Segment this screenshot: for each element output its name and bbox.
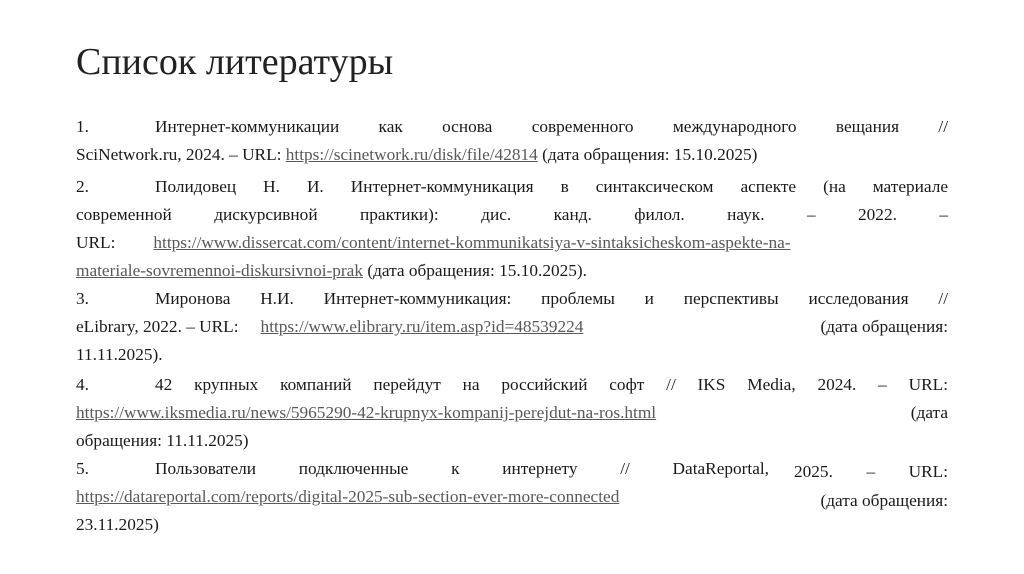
reference-1-line-1 xyxy=(76,114,948,140)
reference-4-line-2 xyxy=(76,400,948,426)
reference-2-line-4 xyxy=(76,258,948,284)
reference-5-line-1 xyxy=(76,456,948,482)
reference-text: eLibrary, 2022. – URL: xyxy=(76,317,239,336)
reference-2-line-1 xyxy=(76,174,948,200)
reference-number: 5. xyxy=(76,459,89,478)
reference-4-line-3 xyxy=(76,428,948,454)
reference-text: Миронова Н.И. Интернет-коммуникация: проблемы и перспективы исследования // xyxy=(155,289,948,308)
reference-access-date: 11.11.2025). xyxy=(76,345,163,364)
reference-1-line-2 xyxy=(76,142,948,168)
reference-3-line-3 xyxy=(76,342,948,368)
reference-text: Пользователи подключенные к интернету // DataReportal, xyxy=(155,459,769,478)
reference-text: Интернет-коммуникации как основа современного международного вещания // xyxy=(155,117,948,136)
reference-text: SciNetwork.ru, 2024. – URL: xyxy=(76,145,282,164)
reference-2-line-3 xyxy=(76,230,948,256)
reference-2-link[interactable]: https://www.dissercat.com/content/internet-kommunikatsiya-v-sintaksicheskom-aspekte-na- xyxy=(153,233,791,252)
reference-5-link[interactable]: https://datareportal.com/reports/digital-2025-sub-section-ever-more-connected xyxy=(76,487,620,506)
reference-3-line-2 xyxy=(76,314,948,340)
reference-access-date: (дата обращения: xyxy=(820,317,948,336)
reference-text: URL: xyxy=(76,233,116,252)
reference-access-date: (дата обращения: 15.10.2025). xyxy=(367,261,587,280)
reference-access-date: (дата обращения: xyxy=(820,491,948,510)
reference-text: 42 крупных компаний перейдут на российский софт // IKS Media, 2024. – URL: xyxy=(155,375,948,394)
reference-number: 3. xyxy=(76,289,89,308)
reference-number: 2. xyxy=(76,177,89,196)
reference-4-line-1 xyxy=(76,372,948,398)
reference-access-date: 23.11.2025) xyxy=(76,515,159,534)
reference-text: современной дискурсивной практики): дис. канд. филол. наук. – 2022. – xyxy=(76,205,948,224)
page-title: Список литературы xyxy=(76,41,394,83)
reference-access-date: (дата обращения: 15.10.2025) xyxy=(542,145,758,164)
reference-text: 2025. – URL: xyxy=(794,462,948,481)
reference-access-date: (дата xyxy=(910,403,948,422)
reference-5-line-2 xyxy=(76,484,948,510)
reference-3-link[interactable]: https://www.elibrary.ru/item.asp?id=48539224 xyxy=(260,317,584,336)
reference-number: 4. xyxy=(76,375,89,394)
reference-2-line-2 xyxy=(76,202,948,228)
reference-1-link[interactable]: https://scinetwork.ru/disk/file/42814 xyxy=(285,145,538,164)
reference-3-line-1 xyxy=(76,286,948,312)
reference-4-link[interactable]: https://www.iksmedia.ru/news/5965290-42-krupnyx-kompanij-perejdut-na-ros.html xyxy=(76,403,657,422)
reference-5-line-3 xyxy=(76,512,948,538)
reference-number: 1. xyxy=(76,117,89,136)
reference-text: Полидовец Н. И. Интернет-коммуникация в синтаксическом аспекте (на материале xyxy=(155,177,948,196)
reference-access-date: обращения: 11.11.2025) xyxy=(76,431,249,450)
reference-2-link-continued[interactable]: materiale-sovremennoi-diskursivnoi-prak xyxy=(76,261,363,280)
